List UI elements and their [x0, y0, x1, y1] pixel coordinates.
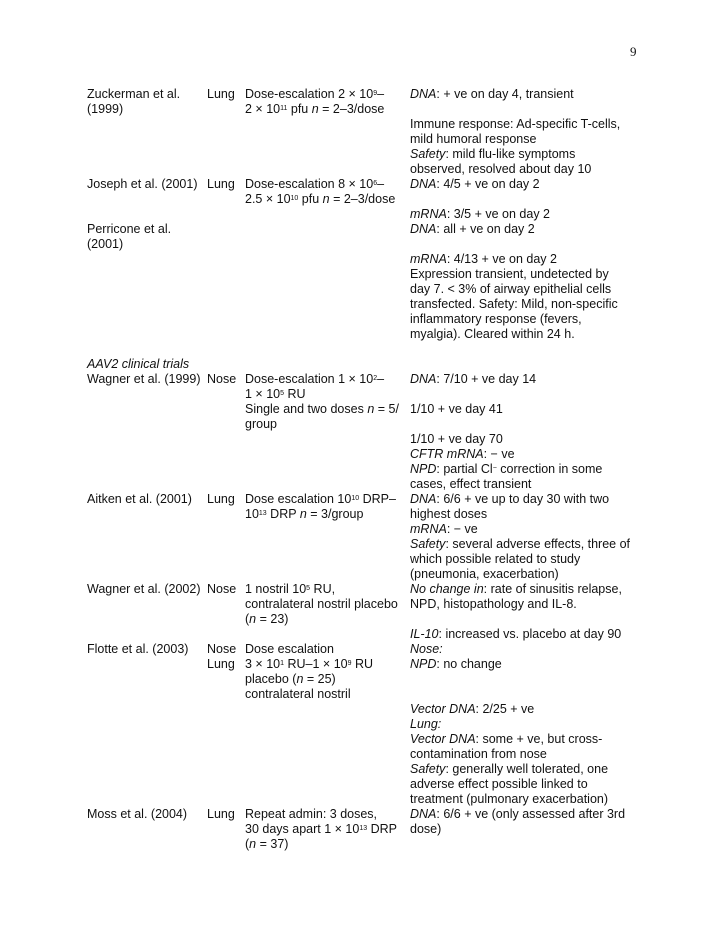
table-cell-line-wag02-c3b	[245, 597, 398, 612]
italic-text: Nose:	[410, 642, 443, 656]
superscript: 6	[373, 180, 378, 187]
text-run: observed, resolved about day 10	[410, 162, 592, 176]
superscript: 10	[290, 195, 299, 202]
text-run: Nose	[207, 582, 237, 596]
superscript: −	[492, 465, 497, 472]
superscript: 13	[258, 510, 267, 517]
text-run: myalgia). Cleared within 24 h.	[410, 327, 575, 341]
text-run: (2001)	[87, 237, 124, 251]
text-run: : − ve	[483, 447, 515, 461]
text-run: RU	[284, 387, 306, 401]
italic-text: CFTR mRNA	[410, 447, 484, 461]
table-cell-line-flo-c1	[87, 642, 188, 657]
table-cell-line-wag02-c4b	[410, 597, 577, 612]
table-cell-line-per-c4d	[410, 282, 611, 297]
table-cell-line-wag02-c3c	[245, 612, 288, 627]
text-run: 2.5 × 10	[245, 192, 291, 206]
text-run: : 4/5 + ve on day 2	[436, 177, 540, 191]
text-run: 3 × 10	[245, 657, 281, 671]
text-run: : 6/6 + ve up to day 30 with two	[436, 492, 610, 506]
table-cell-line-mos-c3c	[245, 837, 288, 852]
table-cell-line-wag99-c4a	[410, 372, 536, 387]
table-cell-line-zuck-c1a	[87, 87, 180, 102]
table-cell-line-wag99-c4c	[410, 432, 503, 447]
text-run: : 7/10 + ve day 14	[436, 372, 537, 386]
text-run: : 6/6 + ve (only assessed after 3rd	[436, 807, 626, 821]
text-run: correction in some	[496, 462, 603, 476]
table-cell-line-mos-c4b	[410, 822, 441, 837]
table-cell-line-wag99-c4d	[410, 447, 515, 462]
text-run: : 3/5 + ve on day 2	[446, 207, 551, 221]
text-run: Lung	[207, 492, 235, 506]
text-run: dose)	[410, 822, 442, 836]
text-run: : rate of sinusitis relapse,	[483, 582, 622, 596]
text-run: 2 × 10	[245, 102, 281, 116]
text-run: (1999)	[87, 102, 124, 116]
superscript: 9	[347, 660, 352, 667]
text-run: Single and two doses	[245, 402, 368, 416]
table-cell-line-zuck-c3b	[245, 102, 384, 117]
text-run: treatment (pulmonary exacerbation)	[410, 792, 609, 806]
text-run: pfu	[287, 102, 312, 116]
table-cell-line-wag02-c1	[87, 582, 200, 597]
table-cell-line-wag02-c4c	[410, 627, 621, 642]
text-run: : − ve	[446, 522, 478, 536]
text-run: inflammatory response (fevers,	[410, 312, 582, 326]
text-run: Moss et al. (2004)	[87, 807, 188, 821]
text-run: Wagner et al. (2002)	[87, 582, 201, 596]
text-run: RU	[351, 657, 374, 671]
text-run: DRP	[266, 507, 300, 521]
table-cell-line-per-c4e	[410, 297, 618, 312]
italic-text: Safety	[410, 762, 446, 776]
table-cell-line-ait-c1	[87, 492, 192, 507]
text-run: –	[377, 177, 385, 191]
table-cell-line-mos-c3b	[245, 822, 397, 837]
text-run: Joseph et al. (2001)	[87, 177, 198, 191]
text-run: placebo (	[245, 672, 297, 686]
text-run: Dose-escalation 1 × 10	[245, 372, 374, 386]
italic-text: Safety	[410, 537, 446, 551]
text-run: –	[377, 372, 385, 386]
italic-text: DNA	[410, 372, 437, 386]
text-run: mild humoral response	[410, 132, 537, 146]
text-run: Repeat admin: 3 doses,	[245, 807, 378, 821]
text-run: NPD, histopathology and IL-8.	[410, 597, 577, 611]
text-run: transfected. Safety: Mild, non-specific	[410, 297, 618, 311]
table-cell-line-ait-c4a	[410, 492, 609, 507]
text-run: DRP–	[359, 492, 396, 506]
table-cell-line-flo-c3c	[245, 672, 336, 687]
text-run: Expression transient, undetected by	[410, 267, 609, 281]
text-run: : all + ve on day 2	[436, 222, 535, 236]
italic-text: mRNA	[410, 207, 447, 221]
table-cell-line-zuck-c4b	[410, 117, 620, 132]
table-cell-line-jos-c3a	[245, 177, 384, 192]
text-run: 1/10 + ve day 70	[410, 432, 503, 446]
text-run: RU–1 × 10	[284, 657, 348, 671]
text-run: : generally well tolerated, one	[445, 762, 609, 776]
text-run: Lung	[207, 177, 235, 191]
italic-text: n	[311, 102, 319, 116]
table-cell-line-flo-c2b	[207, 657, 235, 672]
table-cell-line-flo-c4e	[410, 732, 602, 747]
table-cell-line-wag02-c3a	[245, 582, 335, 597]
superscript: 11	[280, 105, 288, 112]
text-run: pfu	[298, 192, 323, 206]
table-cell-line-wag99-c4e	[410, 462, 602, 477]
italic-text: NPD	[410, 657, 437, 671]
text-run: 1 × 10	[245, 387, 281, 401]
table-cell-line-mos-c2	[207, 807, 235, 822]
text-run: : partial Cl	[436, 462, 493, 476]
page-number: 9	[630, 44, 637, 59]
italic-text: No change in	[410, 582, 484, 596]
italic-text: n	[299, 507, 307, 521]
table-cell-line-zuck-c3a	[245, 87, 384, 102]
table-cell-line-mos-c3a	[245, 807, 377, 822]
table-cell-line-jos-c2	[207, 177, 235, 192]
text-run: 1/10 + ve day 41	[410, 402, 503, 416]
table-cell-line-ait-c4c	[410, 522, 478, 537]
table-cell-line-per-c4c	[410, 267, 609, 282]
text-run: Flotte et al. (2003)	[87, 642, 189, 656]
text-run: : 4/13 + ve on day 2	[446, 252, 557, 266]
text-run: highest doses	[410, 507, 488, 521]
text-run: cases, effect transient	[410, 477, 532, 491]
text-run: –	[377, 87, 385, 101]
superscript: 5	[280, 390, 285, 397]
table-cell-line-flo-c3d	[245, 687, 351, 702]
text-run: Immune response: Ad-specific T-cells,	[410, 117, 621, 131]
text-run: adverse effect possible linked to	[410, 777, 588, 791]
text-run: which possible related to study	[410, 552, 581, 566]
table-cell-line-wag99-c3a	[245, 372, 384, 387]
table-cell-line-flo-c4c	[410, 702, 534, 717]
table-cell-line-ait-c3a	[245, 492, 396, 507]
text-run: 1 nostril 10	[245, 582, 307, 596]
table-cell-line-flo-c4f	[410, 747, 547, 762]
table-cell-line-zuck-c1b	[87, 102, 123, 117]
text-run: contralateral nostril	[245, 687, 351, 701]
italic-text: n	[249, 837, 257, 851]
table-cell-line-zuck-c2	[207, 87, 235, 102]
text-run: : mild flu-like symptoms	[445, 147, 576, 161]
text-run: Lung	[207, 657, 235, 671]
table-cell-line-ait-c2	[207, 492, 235, 507]
text-run: Nose	[207, 372, 237, 386]
table-cell-line-per-c1b	[87, 237, 123, 252]
text-run: Zuckerman et al.	[87, 87, 181, 101]
superscript: 9	[373, 90, 378, 97]
table-cell-line-per-c4f	[410, 312, 582, 327]
table-cell-line-jos-c1	[87, 177, 198, 192]
table-cell-line-flo-c4a	[410, 642, 443, 657]
table-cell-line-flo-c3b	[245, 657, 373, 672]
italic-text: Safety	[410, 147, 446, 161]
text-run: Lung	[207, 807, 235, 821]
table-cell-line-flo-c3a	[245, 642, 334, 657]
text-run: day 7. < 3% of airway epithelial cells	[410, 282, 612, 296]
table-cell-line-mos-c4a	[410, 807, 625, 822]
text-run: DRP	[367, 822, 397, 836]
table-cell-line-per-c1a	[87, 222, 171, 237]
table-cell-line-jos-c4a	[410, 177, 540, 192]
italic-text: n	[249, 612, 257, 626]
text-run: 30 days apart 1 × 10	[245, 822, 360, 836]
table-cell-line-ait-c4b	[410, 507, 487, 522]
text-run: Dose-escalation 8 × 10	[245, 177, 374, 191]
table-cell-line-wag99-c3b	[245, 387, 306, 402]
text-run: contralateral nostril placebo	[245, 597, 398, 611]
text-run: = 23)	[256, 612, 289, 626]
table-cell-line-zuck-c4c	[410, 132, 536, 147]
table-cell-line-wag02-c4a	[410, 582, 622, 597]
table-cell-line-flo-c4h	[410, 777, 588, 792]
table-cell-line-flo-c2a	[207, 642, 236, 657]
table-cell-line-ait-c4d	[410, 537, 630, 552]
text-run: (pneumonia, exacerbation)	[410, 567, 559, 581]
text-run: = 25)	[303, 672, 336, 686]
text-run: Dose-escalation 2 × 10	[245, 87, 374, 101]
text-run: contamination from nose	[410, 747, 547, 761]
table-cell-line-per-c4a	[410, 222, 535, 237]
text-run: group	[245, 417, 277, 431]
text-run: = 5/	[374, 402, 399, 416]
table-cell-line-flo-c4i	[410, 792, 608, 807]
italic-text: IL-10	[410, 627, 439, 641]
text-run: (	[245, 612, 250, 626]
text-run: : 2/25 + ve	[475, 702, 535, 716]
table-cell-line-flo-c4g	[410, 762, 608, 777]
table-cell-line-wag99-c4f	[410, 477, 531, 492]
table-cell-line-flo-c4d	[410, 717, 441, 732]
table-cell-line-wag99-c1	[87, 372, 200, 387]
italic-text: NPD	[410, 462, 437, 476]
italic-text: DNA	[410, 177, 437, 191]
table-cell-line-jos-c3b	[245, 192, 395, 207]
text-run: Wagner et al. (1999)	[87, 372, 201, 386]
table-cell-line-aav-heading	[87, 357, 189, 372]
table-cell-line-zuck-c4e	[410, 162, 591, 177]
superscript: 13	[359, 825, 368, 832]
table-cell-line-jos-c4b	[410, 207, 550, 222]
italic-text: n	[322, 192, 330, 206]
superscript: 2	[373, 375, 378, 382]
text-run: = 37)	[256, 837, 289, 851]
table-cell-line-ait-c3b	[245, 507, 363, 522]
text-run: = 2–3/dose	[329, 192, 396, 206]
text-run: RU,	[310, 582, 336, 596]
table-cell-line-wag02-c2	[207, 582, 236, 597]
text-run: = 2–3/dose	[318, 102, 385, 116]
text-run: : no change	[436, 657, 502, 671]
table-cell-line-wag99-c3c	[245, 402, 399, 417]
superscript: 1	[280, 660, 285, 667]
table-cell-line-ait-c4e	[410, 552, 580, 567]
superscript: 10	[351, 495, 360, 502]
italic-text: DNA	[410, 87, 437, 101]
table-cell-line-mos-c1	[87, 807, 187, 822]
table-cell-line-zuck-c4a	[410, 87, 574, 102]
italic-text: DNA	[410, 222, 437, 236]
italic-text: DNA	[410, 807, 437, 821]
table-cell-line-per-c4g	[410, 327, 575, 342]
text-run: : + ve on day 4, transient	[436, 87, 574, 101]
text-run: 10	[245, 507, 259, 521]
italic-text: mRNA	[410, 522, 447, 536]
italic-text: DNA	[410, 492, 437, 506]
superscript: 5	[306, 585, 311, 592]
italic-text: Vector DNA	[410, 732, 476, 746]
table-cell-line-wag99-c2	[207, 372, 236, 387]
text-run: Dose escalation	[245, 642, 334, 656]
text-run: Aitken et al. (2001)	[87, 492, 192, 506]
text-run: Perricone et al.	[87, 222, 172, 236]
text-run: : increased vs. placebo at day 90	[438, 627, 622, 641]
italic-text: n	[367, 402, 375, 416]
table-cell-line-flo-c4b	[410, 657, 502, 672]
italic-text: AAV2 clinical trials	[87, 357, 190, 371]
italic-text: Vector DNA	[410, 702, 476, 716]
table-cell-line-wag99-c3d	[245, 417, 277, 432]
italic-text: Lung:	[410, 717, 442, 731]
italic-text: mRNA	[410, 252, 447, 266]
table-cell-line-ait-c4f	[410, 567, 559, 582]
table-cell-line-per-c4b	[410, 252, 557, 267]
text-run: Dose escalation 10	[245, 492, 352, 506]
text-run: (	[245, 837, 250, 851]
text-run: Nose	[207, 642, 237, 656]
italic-text: n	[296, 672, 304, 686]
text-run: : some + ve, but cross-	[475, 732, 603, 746]
table-cell-line-zuck-c4d	[410, 147, 575, 162]
text-run: = 3/group	[306, 507, 364, 521]
text-run: : several adverse effects, three of	[445, 537, 631, 551]
table-cell-line-wag99-c4b	[410, 402, 503, 417]
text-run: Lung	[207, 87, 235, 101]
